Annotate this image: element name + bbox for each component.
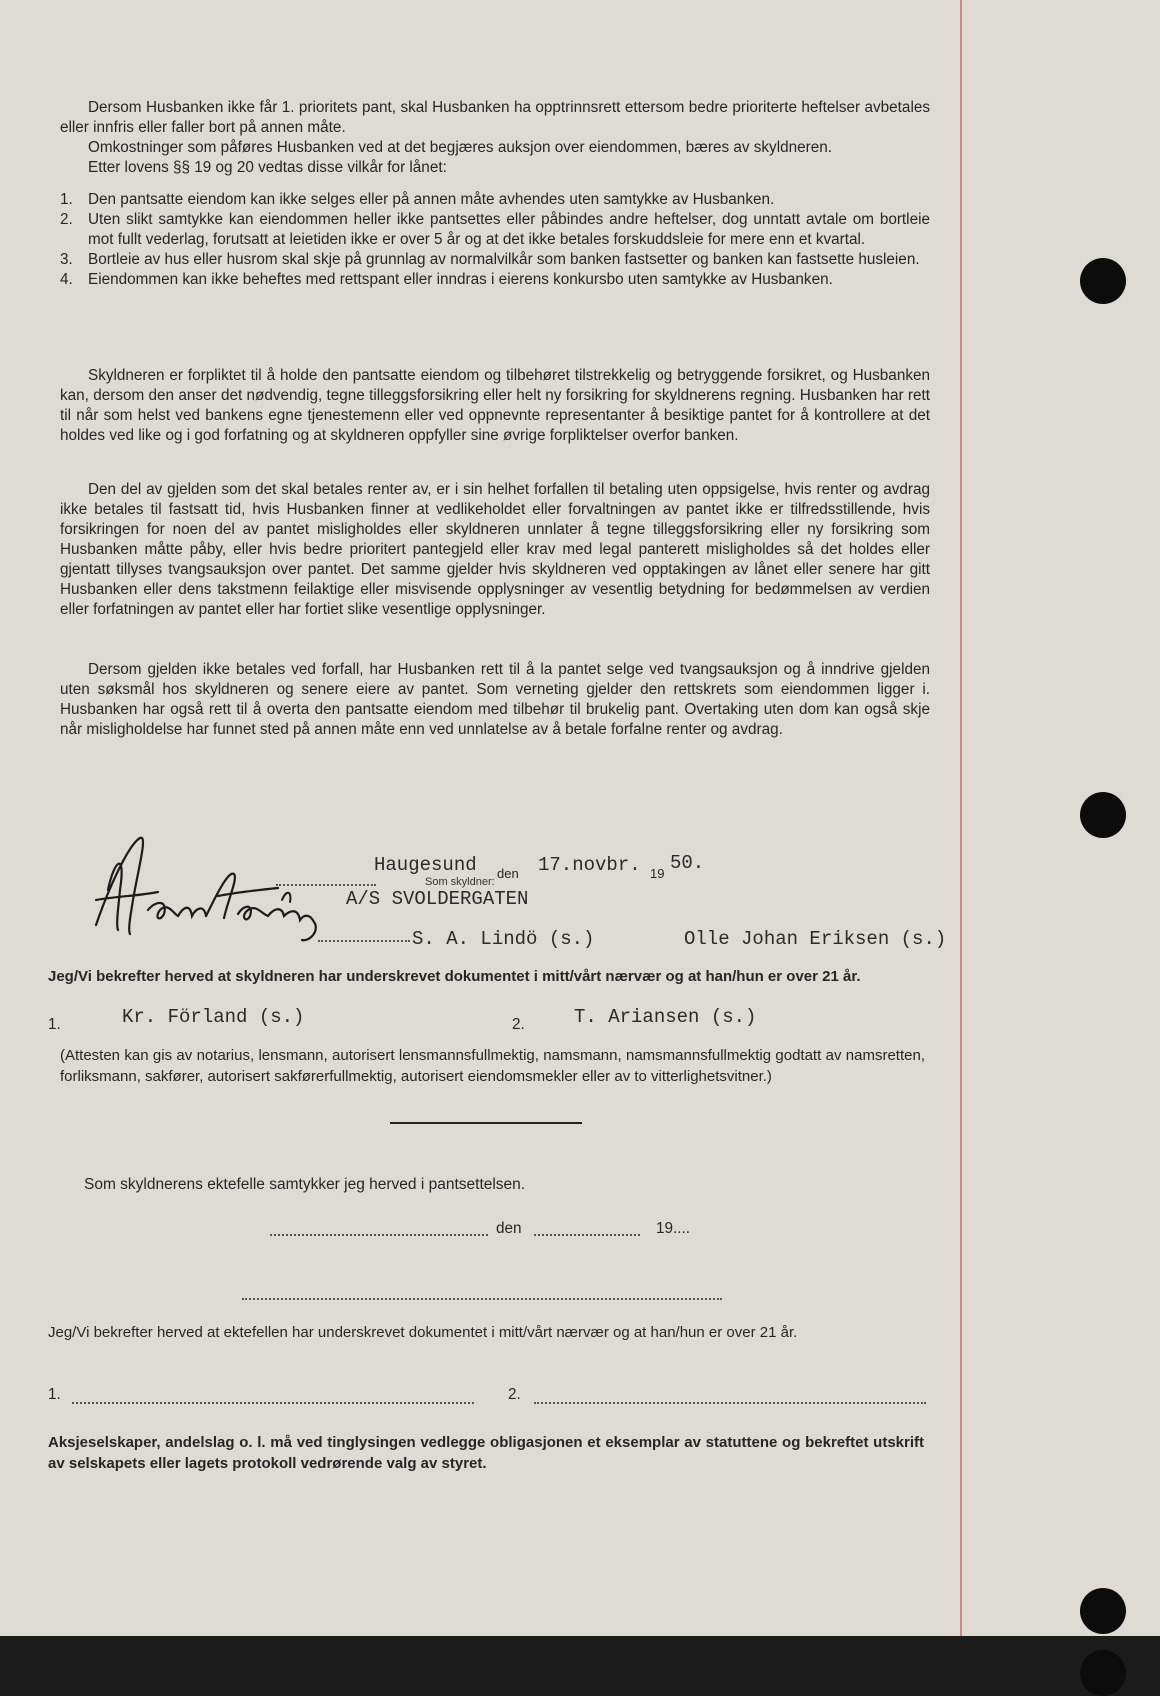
spouse-attest-statement: Jeg/Vi bekrefter herved at ektefellen har underskrevet dokumentet i mitt/vårt nærvær og at han/hun er over 21 år. bbox=[48, 1324, 798, 1341]
margin-rule bbox=[960, 0, 962, 1636]
signer-2: Olle Johan Eriksen (s.) bbox=[684, 928, 947, 950]
paragraph-insurance: Skyldneren er forpliktet til å holde den pantsatte eiendom og tilbehøret tilstrekkelig og betryggende forsikret, og Husbanken kan, dersom den anser det nødvendig, tegne tilleggsforsikring eller helt ny forsikring for skyldnerens regning. Husbanken har rett til når som helst ved bankens egne tjenestemenn eller ved oppnevnte representanter å besiktige pantet for å kontrollere at det holdes ved like og i god forfatning og at skyldneren oppfyller sine øvrige forpliktelser overfor banken. bbox=[60, 367, 930, 444]
spouse-den-label: den bbox=[496, 1220, 522, 1237]
terms-list bbox=[60, 190, 930, 290]
witness-number-2: 2. bbox=[512, 1016, 525, 1033]
list-number: 1. bbox=[60, 191, 73, 208]
spouse-witness-number-1: 1. bbox=[48, 1386, 61, 1403]
list-text: Den pantsatte eiendom kan ikke selges eller på annen måte avhendes uten samtykke av Husbanken. bbox=[88, 191, 775, 208]
company-name: A/S SVOLDERGATEN bbox=[346, 888, 529, 910]
spouse-witness-2-line bbox=[534, 1402, 926, 1404]
footer-note: Aksjeselskaper, andelslag o. l. må ved tinglysingen vedlegge obligasjonen et eksemplar av statuttene og bekreftet utskrift av selskapets eller lagets protokoll vedrørende valg av styret. bbox=[48, 1434, 924, 1472]
punch-hole bbox=[1080, 1588, 1126, 1634]
attest-statement: Jeg/Vi bekrefter herved at skyldneren har underskrevet dokumentet i mitt/vårt nærvær og at han/hun er over 21 år. bbox=[48, 968, 861, 985]
spouse-witness-number-2: 2. bbox=[508, 1386, 521, 1403]
place-dotted-line bbox=[276, 884, 376, 886]
list-text: Bortleie av hus eller husrom skal skje på grunnlag av normalvilkår som banken fastsetter og banken kan fastsette husleien. bbox=[88, 251, 920, 268]
list-text: Uten slikt samtykke kan eiendommen heller ikke pantsettes eller påbindes andre heftelser, dog unntatt avtale om bortleie mot fullt vederlag, forutsatt at leietiden ikke er over 5 år og at det ikke betales forskuddsleie for mere enn et kvartal. bbox=[88, 211, 930, 248]
witness-2: T. Ariansen (s.) bbox=[574, 1006, 757, 1028]
spouse-place-dotted-line bbox=[270, 1234, 488, 1236]
spouse-year-prefix: 19.... bbox=[656, 1220, 691, 1237]
signer-dotted-line bbox=[318, 940, 410, 942]
spouse-consent: Som skyldnerens ektefelle samtykker jeg herved i pantsettelsen. bbox=[84, 1176, 526, 1193]
attest-note: (Attesten kan gis av notarius, lensmann, autorisert lensmannsfullmektig, namsmann, namsmannsfullmektig godtatt av namsretten, forliksmann, sakfører, autorisert sakførerfullmektig, autorisert eiendomsmekler eller av to vitterlighetsvitner.) bbox=[60, 1047, 925, 1085]
den-label: den bbox=[497, 866, 519, 881]
place-value: Haugesund bbox=[374, 854, 477, 876]
list-number: 2. bbox=[60, 211, 73, 228]
handwritten-signature bbox=[78, 830, 338, 950]
paragraph-costs: Omkostninger som påføres Husbanken ved at det begjæres auksjon over eiendommen, bæres av skyldneren. bbox=[88, 139, 832, 156]
signer-1: S. A. Lindö (s.) bbox=[412, 928, 595, 950]
separator-rule bbox=[390, 1122, 582, 1124]
spouse-signature-dotted-line bbox=[242, 1298, 722, 1300]
punch-hole bbox=[1080, 258, 1126, 304]
paragraph-enforcement: Dersom gjelden ikke betales ved forfall, har Husbanken rett til å la pantet selge ved tvangsauksjon og å inndrive gjelden uten søksmål hos skyldneren og senere eiere av pantet. Som verneting gjelder den rettskrets som eiendommen ligger i. Husbanken har også rett til å overta den pantsatte eiendom med tilbehør til brukelig pant. Overtaking uten dom kan også skje når misligholdelse har funnet sted på annen måte enn ved unnlatelse av å betale forfalne renter og avdrag. bbox=[60, 661, 930, 738]
paragraph-default: Den del av gjelden som det skal betales renter av, er i sin helhet forfallen til betaling uten oppsigelse, hvis renter og avdrag ikke betales til fastsatt tid, hvis Husbanken finner at vedlikeholdet eller forvaltningen av pantet ikke er tilfredsstillende, hvis forsikringen for noen del av pantet misligholdes eller skyldneren unnlater å tegne tilleggsforsikring eller ny forsikring som Husbanken måtte påby, eller hvis bedre prioritert pantegjeld eller krav med legal panterett misligholdes så det holdes eller gjentatt tillyses tvangsauksjon over pantet. Det samme gjelder hvis skyldneren ved opptakingen av lånet eller senere har gitt Husbanken eller dens takstmenn feilaktige eller misvisende opplysninger av vesentlig betydning for bedømmelsen av verdien eller forfatningen av pantet eller har fortiet slike vesentlige opplysninger. bbox=[60, 481, 930, 618]
list-item bbox=[60, 270, 930, 290]
list-item bbox=[60, 250, 930, 270]
list-number: 4. bbox=[60, 271, 73, 288]
list-item bbox=[60, 190, 930, 210]
list-number: 3. bbox=[60, 251, 73, 268]
date-value: 17.novbr. bbox=[538, 854, 641, 876]
list-item bbox=[60, 210, 930, 250]
witness-number-1: 1. bbox=[48, 1016, 61, 1033]
punch-hole bbox=[1080, 792, 1126, 838]
witness-1: Kr. Förland (s.) bbox=[122, 1006, 305, 1028]
spouse-date-dotted-line bbox=[534, 1234, 640, 1236]
debtor-label: Som skyldner: bbox=[425, 876, 495, 888]
paragraph-terms-intro: Etter lovens §§ 19 og 20 vedtas disse vilkår for lånet: bbox=[88, 159, 447, 176]
list-text: Eiendommen kan ikke beheftes med rettspant eller inndras i eierens konkursbo uten samtykke av Husbanken. bbox=[88, 271, 833, 288]
paragraph-priority: Dersom Husbanken ikke får 1. prioritets pant, skal Husbanken ha opptrinnsrett ettersom bedre prioriterte heftelser avbetales eller innfris eller faller bort på annen måte. bbox=[60, 99, 930, 136]
year-prefix: 19 bbox=[650, 866, 665, 881]
year-value: 50. bbox=[670, 852, 705, 874]
spouse-witness-1-line bbox=[72, 1402, 474, 1404]
punch-hole bbox=[1080, 1650, 1126, 1696]
